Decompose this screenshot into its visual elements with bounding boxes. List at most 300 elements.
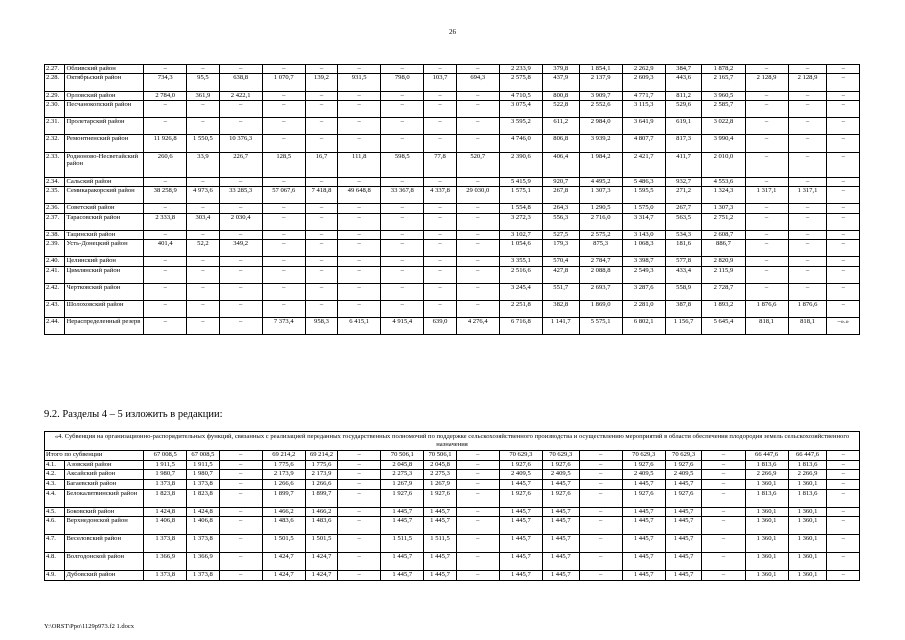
value-cell: 1 911,5 bbox=[144, 460, 187, 470]
total-value-cell: – bbox=[579, 451, 622, 461]
value-cell: 817,3 bbox=[665, 135, 702, 152]
district-name: Обливский район bbox=[65, 65, 144, 74]
value-cell: 1 445,7 bbox=[665, 507, 702, 517]
value-cell: – bbox=[219, 489, 262, 507]
total-value-cell: 67 008,5 bbox=[187, 451, 219, 461]
value-cell: 1 406,8 bbox=[144, 517, 187, 535]
value-cell: – bbox=[187, 177, 219, 186]
value-cell: 6 802,1 bbox=[622, 318, 665, 335]
value-cell: 1 445,7 bbox=[665, 553, 702, 571]
value-cell: – bbox=[144, 100, 187, 117]
value-cell: – bbox=[827, 460, 860, 470]
value-cell: 437,9 bbox=[542, 74, 579, 91]
value-cell: 1 466,2 bbox=[262, 507, 305, 517]
value-cell: 1 595,5 bbox=[622, 186, 665, 203]
value-cell: 2 409,5 bbox=[499, 470, 542, 480]
row-number: 2.37. bbox=[45, 213, 65, 230]
value-cell: 1 445,7 bbox=[622, 553, 665, 571]
value-cell: – bbox=[305, 204, 337, 213]
value-cell: 2 422,1 bbox=[219, 91, 262, 100]
value-cell: 3 595,2 bbox=[499, 118, 542, 135]
district-name: Ремонтненский район bbox=[65, 135, 144, 152]
total-value-cell: 70 506,1 bbox=[424, 451, 456, 461]
value-cell: 1 980,7 bbox=[187, 470, 219, 480]
value-cell: 29 030,0 bbox=[456, 186, 499, 203]
table-row bbox=[45, 571, 860, 581]
value-cell: 598,5 bbox=[381, 152, 424, 177]
value-cell: 563,5 bbox=[665, 213, 702, 230]
value-cell: 1 141,7 bbox=[542, 318, 579, 335]
value-cell: 2 784,0 bbox=[144, 91, 187, 100]
value-cell: 800,8 bbox=[542, 91, 579, 100]
value-cell: – bbox=[456, 266, 499, 283]
value-cell: – bbox=[745, 100, 788, 117]
value-cell: 1 445,7 bbox=[499, 535, 542, 553]
budget-table-section-2 bbox=[44, 64, 860, 335]
row-number: 2.32. bbox=[45, 135, 65, 152]
district-name: Целинский район bbox=[65, 257, 144, 266]
value-cell: 427,8 bbox=[542, 266, 579, 283]
value-cell: – bbox=[745, 91, 788, 100]
value-cell: 2 552,6 bbox=[579, 100, 622, 117]
value-cell: – bbox=[788, 177, 827, 186]
value-cell: 818,1 bbox=[788, 318, 827, 335]
table-row bbox=[45, 301, 860, 318]
value-cell: 1 266,6 bbox=[305, 480, 337, 490]
value-cell: – bbox=[144, 257, 187, 266]
value-cell: 1 317,1 bbox=[788, 186, 827, 203]
value-cell: 1 424,7 bbox=[262, 571, 305, 581]
value-cell: – bbox=[827, 283, 860, 300]
value-cell: – bbox=[305, 91, 337, 100]
value-cell: – bbox=[788, 152, 827, 177]
table-row bbox=[45, 204, 860, 213]
value-cell: 361,9 bbox=[187, 91, 219, 100]
total-row bbox=[45, 451, 860, 461]
value-cell: 2 728,7 bbox=[702, 283, 745, 300]
value-cell: 1 823,8 bbox=[187, 489, 219, 507]
value-cell: 1 813,6 bbox=[745, 460, 788, 470]
total-value-cell: 70 629,3 bbox=[622, 451, 665, 461]
district-name: Тарасовский район bbox=[65, 213, 144, 230]
value-cell: 1 360,1 bbox=[788, 517, 827, 535]
table-row bbox=[45, 152, 860, 177]
value-cell: – bbox=[827, 177, 860, 186]
district-name: Шолоховский район bbox=[65, 301, 144, 318]
value-cell: – bbox=[827, 470, 860, 480]
value-cell: 1 445,7 bbox=[622, 517, 665, 535]
value-cell: 77,8 bbox=[424, 152, 456, 177]
value-cell: 1 501,5 bbox=[305, 535, 337, 553]
value-cell: – bbox=[456, 118, 499, 135]
value-cell: – bbox=[338, 507, 381, 517]
value-cell: 1 927,6 bbox=[665, 460, 702, 470]
value-cell: 2 010,0 bbox=[702, 152, 745, 177]
value-cell: – bbox=[219, 118, 262, 135]
value-cell: 1 373,8 bbox=[187, 480, 219, 490]
district-name: Дубовский район bbox=[65, 571, 144, 581]
value-cell: – bbox=[144, 318, 187, 335]
total-value-cell: 66 447,6 bbox=[788, 451, 827, 461]
row-number: 2.41. bbox=[45, 266, 65, 283]
value-cell: 1 899,7 bbox=[305, 489, 337, 507]
page-number: 26 bbox=[449, 28, 456, 36]
value-cell: 932,7 bbox=[665, 177, 702, 186]
value-cell: 33 285,3 bbox=[219, 186, 262, 203]
value-cell: – bbox=[187, 100, 219, 117]
value-cell: 1 445,7 bbox=[542, 535, 579, 553]
value-cell: 638,8 bbox=[219, 74, 262, 91]
value-cell: 1 445,7 bbox=[622, 480, 665, 490]
table-row bbox=[45, 74, 860, 91]
value-cell: 3 075,4 bbox=[499, 100, 542, 117]
value-cell: 303,4 bbox=[187, 213, 219, 230]
value-cell: – bbox=[219, 535, 262, 553]
value-cell: – bbox=[262, 257, 305, 266]
value-cell: – bbox=[187, 204, 219, 213]
value-cell: 2 115,9 bbox=[702, 266, 745, 283]
value-cell: 4 276,4 bbox=[456, 318, 499, 335]
value-cell: – bbox=[456, 204, 499, 213]
value-cell: – bbox=[338, 517, 381, 535]
value-cell: – bbox=[788, 213, 827, 230]
value-cell: – bbox=[338, 470, 381, 480]
value-cell: 33,9 bbox=[187, 152, 219, 177]
total-value-cell: 70 629,3 bbox=[499, 451, 542, 461]
value-cell: – bbox=[702, 507, 745, 517]
value-cell: – bbox=[827, 118, 860, 135]
row-number: 2.39. bbox=[45, 240, 65, 257]
value-cell: 1 424,8 bbox=[187, 507, 219, 517]
value-cell: 4 807,7 bbox=[622, 135, 665, 152]
value-cell: – bbox=[262, 230, 305, 239]
value-cell: 1 366,9 bbox=[187, 553, 219, 571]
value-cell: 11 926,8 bbox=[144, 135, 187, 152]
value-cell: – bbox=[262, 118, 305, 135]
district-name: Усть-Донецкий район bbox=[65, 240, 144, 257]
value-cell: 2 984,0 bbox=[579, 118, 622, 135]
value-cell: – bbox=[219, 283, 262, 300]
value-cell: – bbox=[381, 135, 424, 152]
row-number: 2.30. bbox=[45, 100, 65, 117]
row-number: 2.35. bbox=[45, 186, 65, 203]
value-cell: – bbox=[305, 230, 337, 239]
table-row bbox=[45, 283, 860, 300]
value-cell: 1 511,5 bbox=[424, 535, 456, 553]
district-name: Волгодонской район bbox=[65, 553, 144, 571]
value-cell: – bbox=[827, 535, 860, 553]
value-cell: 2 409,5 bbox=[542, 470, 579, 480]
value-cell: 1 927,6 bbox=[542, 460, 579, 470]
row-number: 2.43. bbox=[45, 301, 65, 318]
value-cell: 4 746,0 bbox=[499, 135, 542, 152]
value-cell: 1 511,5 bbox=[381, 535, 424, 553]
row-number: 4.8. bbox=[45, 553, 65, 571]
value-cell: 1 445,7 bbox=[499, 553, 542, 571]
value-cell: 3 960,5 bbox=[702, 91, 745, 100]
value-cell: 128,5 bbox=[262, 152, 305, 177]
value-cell: 2 585,7 bbox=[702, 100, 745, 117]
value-cell: – bbox=[219, 460, 262, 470]
value-cell: 2 751,2 bbox=[702, 213, 745, 230]
value-cell: 3 398,7 bbox=[622, 257, 665, 266]
table-row bbox=[45, 100, 860, 117]
value-cell: 1 878,2 bbox=[702, 65, 745, 74]
value-cell: – bbox=[424, 240, 456, 257]
value-cell: – bbox=[424, 91, 456, 100]
value-cell: – bbox=[827, 204, 860, 213]
total-value-cell: – bbox=[456, 451, 499, 461]
value-cell: 3 314,7 bbox=[622, 213, 665, 230]
district-name: Семикаракорский район bbox=[65, 186, 144, 203]
value-cell: 4 973,6 bbox=[187, 186, 219, 203]
district-name: Боковский район bbox=[65, 507, 144, 517]
value-cell: – bbox=[262, 65, 305, 74]
total-value-cell: 69 214,2 bbox=[262, 451, 305, 461]
value-cell: – bbox=[702, 517, 745, 535]
value-cell: – bbox=[579, 470, 622, 480]
value-cell: –».» bbox=[827, 318, 860, 335]
value-cell: 139,2 bbox=[305, 74, 337, 91]
district-name: Нераспределенный резерв bbox=[65, 318, 144, 335]
value-cell: – bbox=[144, 204, 187, 213]
value-cell: 3 287,6 bbox=[622, 283, 665, 300]
row-number: 2.38. bbox=[45, 230, 65, 239]
district-name: Сальский район bbox=[65, 177, 144, 186]
value-cell: 10 376,3 bbox=[219, 135, 262, 152]
value-cell: – bbox=[827, 553, 860, 571]
value-cell: 1 445,7 bbox=[542, 553, 579, 571]
value-cell: 1 927,6 bbox=[424, 489, 456, 507]
value-cell: 694,3 bbox=[456, 74, 499, 91]
district-name: Орловский район bbox=[65, 91, 144, 100]
value-cell: – bbox=[381, 257, 424, 266]
value-cell: 1 911,5 bbox=[187, 460, 219, 470]
value-cell: 443,6 bbox=[665, 74, 702, 91]
value-cell: – bbox=[745, 240, 788, 257]
table-row bbox=[45, 535, 860, 553]
value-cell: 2 575,2 bbox=[579, 230, 622, 239]
value-cell: 1 360,1 bbox=[745, 480, 788, 490]
value-cell: – bbox=[305, 301, 337, 318]
value-cell: – bbox=[827, 517, 860, 535]
value-cell: 2 173,9 bbox=[262, 470, 305, 480]
value-cell: – bbox=[456, 517, 499, 535]
total-value-cell: 70 629,3 bbox=[665, 451, 702, 461]
value-cell: – bbox=[702, 571, 745, 581]
value-cell: 49 648,8 bbox=[338, 186, 381, 203]
value-cell: – bbox=[187, 118, 219, 135]
value-cell: 1 373,8 bbox=[144, 571, 187, 581]
table-row bbox=[45, 480, 860, 490]
value-cell: 2 165,7 bbox=[702, 74, 745, 91]
value-cell: – bbox=[338, 135, 381, 152]
value-cell: – bbox=[827, 100, 860, 117]
value-cell: – bbox=[305, 266, 337, 283]
value-cell: 2 281,0 bbox=[622, 301, 665, 318]
value-cell: – bbox=[579, 517, 622, 535]
value-cell: – bbox=[788, 135, 827, 152]
value-cell: 1 876,6 bbox=[788, 301, 827, 318]
value-cell: 1 445,7 bbox=[622, 571, 665, 581]
table-row bbox=[45, 230, 860, 239]
value-cell: 1 307,3 bbox=[702, 204, 745, 213]
value-cell: 2 251,8 bbox=[499, 301, 542, 318]
value-cell: 1 575,0 bbox=[622, 204, 665, 213]
value-cell: 38 258,9 bbox=[144, 186, 187, 203]
value-cell: 3 990,4 bbox=[702, 135, 745, 152]
value-cell: – bbox=[827, 186, 860, 203]
value-cell: 818,1 bbox=[745, 318, 788, 335]
value-cell: 1 445,7 bbox=[665, 535, 702, 553]
value-cell: 1 445,7 bbox=[622, 507, 665, 517]
value-cell: – bbox=[702, 553, 745, 571]
value-cell: – bbox=[187, 318, 219, 335]
value-cell: 1 980,7 bbox=[144, 470, 187, 480]
value-cell: – bbox=[338, 535, 381, 553]
value-cell: – bbox=[381, 65, 424, 74]
value-cell: 2 045,8 bbox=[424, 460, 456, 470]
value-cell: – bbox=[788, 230, 827, 239]
value-cell: – bbox=[305, 65, 337, 74]
value-cell: 556,3 bbox=[542, 213, 579, 230]
value-cell: 1 483,6 bbox=[305, 517, 337, 535]
value-cell: – bbox=[144, 266, 187, 283]
value-cell: – bbox=[338, 266, 381, 283]
table-row bbox=[45, 266, 860, 283]
value-cell: – bbox=[745, 213, 788, 230]
value-cell: 1 290,5 bbox=[579, 204, 622, 213]
value-cell: – bbox=[827, 152, 860, 177]
district-name: Цимлянский район bbox=[65, 266, 144, 283]
value-cell: 734,3 bbox=[144, 74, 187, 91]
row-number: 2.29. bbox=[45, 91, 65, 100]
value-cell: 267,7 bbox=[665, 204, 702, 213]
value-cell: 611,2 bbox=[542, 118, 579, 135]
value-cell: – bbox=[424, 135, 456, 152]
value-cell: 5 575,1 bbox=[579, 318, 622, 335]
value-cell: – bbox=[788, 240, 827, 257]
value-cell: 379,8 bbox=[542, 65, 579, 74]
value-cell: – bbox=[338, 257, 381, 266]
value-cell: 2 609,3 bbox=[622, 74, 665, 91]
value-cell: 1 267,9 bbox=[424, 480, 456, 490]
table-row bbox=[45, 213, 860, 230]
value-cell: – bbox=[219, 480, 262, 490]
value-cell: – bbox=[338, 100, 381, 117]
value-cell: – bbox=[338, 213, 381, 230]
table-row bbox=[45, 177, 860, 186]
value-cell: 2 173,9 bbox=[305, 470, 337, 480]
value-cell: – bbox=[745, 65, 788, 74]
table-row bbox=[45, 186, 860, 203]
value-cell: 7 418,8 bbox=[305, 186, 337, 203]
section-heading: 9.2. Разделы 4 – 5 изложить в редакции: bbox=[44, 409, 223, 420]
value-cell: – bbox=[456, 489, 499, 507]
value-cell: 1 554,8 bbox=[499, 204, 542, 213]
value-cell: – bbox=[827, 480, 860, 490]
value-cell: 2 275,3 bbox=[424, 470, 456, 480]
value-cell: 4 495,2 bbox=[579, 177, 622, 186]
value-cell: 1 813,6 bbox=[788, 460, 827, 470]
district-name: Аксайский район bbox=[65, 470, 144, 480]
value-cell: – bbox=[702, 470, 745, 480]
value-cell: – bbox=[827, 65, 860, 74]
value-cell: 1 927,6 bbox=[622, 489, 665, 507]
value-cell: 95,5 bbox=[187, 74, 219, 91]
value-cell: 1 899,7 bbox=[262, 489, 305, 507]
value-cell: – bbox=[338, 460, 381, 470]
row-number: 2.40. bbox=[45, 257, 65, 266]
value-cell: 806,8 bbox=[542, 135, 579, 152]
value-cell: 558,9 bbox=[665, 283, 702, 300]
value-cell: 1 813,6 bbox=[745, 489, 788, 507]
value-cell: – bbox=[702, 460, 745, 470]
value-cell: – bbox=[788, 65, 827, 74]
value-cell: 1 445,7 bbox=[424, 571, 456, 581]
value-cell: 382,8 bbox=[542, 301, 579, 318]
value-cell: – bbox=[827, 240, 860, 257]
row-number: 2.28. bbox=[45, 74, 65, 91]
value-cell: 1 156,7 bbox=[665, 318, 702, 335]
value-cell: – bbox=[788, 283, 827, 300]
value-cell: 4 710,5 bbox=[499, 91, 542, 100]
value-cell: – bbox=[745, 230, 788, 239]
value-cell: – bbox=[305, 118, 337, 135]
value-cell: – bbox=[219, 571, 262, 581]
value-cell: 2 262,9 bbox=[622, 65, 665, 74]
value-cell: – bbox=[219, 65, 262, 74]
value-cell: – bbox=[456, 91, 499, 100]
value-cell: – bbox=[579, 489, 622, 507]
value-cell: – bbox=[827, 489, 860, 507]
value-cell: – bbox=[456, 571, 499, 581]
row-number: 4.6. bbox=[45, 517, 65, 535]
value-cell: 1 445,7 bbox=[499, 507, 542, 517]
value-cell: 181,6 bbox=[665, 240, 702, 257]
value-cell: 522,8 bbox=[542, 100, 579, 117]
value-cell: – bbox=[381, 240, 424, 257]
value-cell: 3 272,3 bbox=[499, 213, 542, 230]
value-cell: – bbox=[338, 489, 381, 507]
table-row bbox=[45, 553, 860, 571]
value-cell: – bbox=[827, 213, 860, 230]
value-cell: 2 128,9 bbox=[788, 74, 827, 91]
table-row bbox=[45, 118, 860, 135]
value-cell: – bbox=[788, 118, 827, 135]
total-value-cell: – bbox=[338, 451, 381, 461]
value-cell: – bbox=[579, 507, 622, 517]
value-cell: 226,7 bbox=[219, 152, 262, 177]
value-cell: 1 445,7 bbox=[665, 480, 702, 490]
value-cell: 1 445,7 bbox=[499, 480, 542, 490]
value-cell: 1 445,7 bbox=[424, 553, 456, 571]
value-cell: 1 360,1 bbox=[788, 571, 827, 581]
value-cell: – bbox=[187, 283, 219, 300]
table-row bbox=[45, 240, 860, 257]
value-cell: 387,8 bbox=[665, 301, 702, 318]
value-cell: 2 030,4 bbox=[219, 213, 262, 230]
table-row bbox=[45, 507, 860, 517]
value-cell: – bbox=[579, 480, 622, 490]
district-name: Азовский район bbox=[65, 460, 144, 470]
value-cell: – bbox=[381, 213, 424, 230]
value-cell: 1 823,8 bbox=[144, 489, 187, 507]
row-number: 4.7. bbox=[45, 535, 65, 553]
value-cell: 619,1 bbox=[665, 118, 702, 135]
row-number: 2.44. bbox=[45, 318, 65, 335]
table-row bbox=[45, 470, 860, 480]
